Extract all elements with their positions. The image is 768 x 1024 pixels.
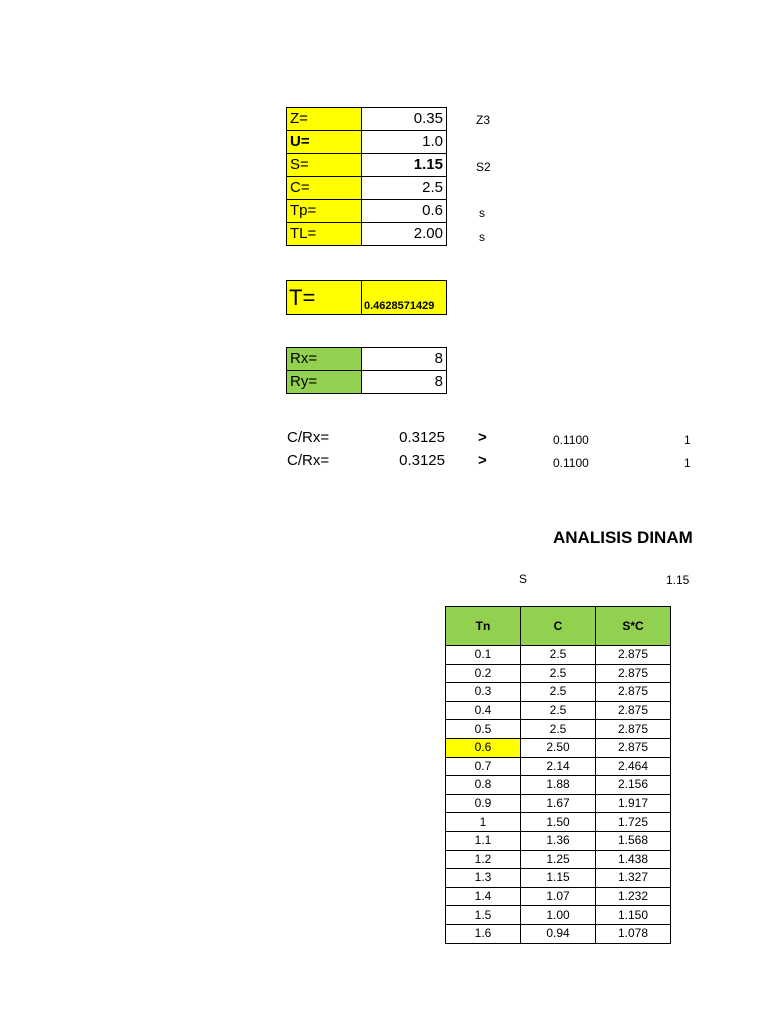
table-cell[interactable]: 2.464	[596, 757, 671, 776]
c-ratio-label: C/Rx=	[287, 452, 330, 469]
param-value[interactable]: 2.5	[362, 177, 447, 200]
table-cell[interactable]: 1.150	[596, 906, 671, 925]
table-cell[interactable]: 2.5	[521, 720, 596, 739]
table-row	[446, 776, 671, 795]
table-cell[interactable]: 1.67	[521, 794, 596, 813]
table-row	[446, 794, 671, 813]
period-result-box	[286, 280, 447, 315]
c-ratio-limit: 0.1100	[553, 433, 589, 447]
param-label[interactable]: TL=	[287, 223, 362, 246]
c-ratio-value: 0.3125	[399, 452, 445, 469]
param-value[interactable]: 0.6	[362, 200, 447, 223]
table-cell[interactable]: 1.917	[596, 794, 671, 813]
r-label[interactable]: Rx=	[287, 348, 362, 371]
table-cell[interactable]: 0.94	[521, 924, 596, 943]
param-value[interactable]: 1.15	[362, 154, 447, 177]
table-cell[interactable]: 1.36	[521, 831, 596, 850]
s-label: S	[519, 572, 528, 586]
param-note: S2	[476, 160, 491, 174]
table-row	[446, 813, 671, 832]
param-label[interactable]: C=	[287, 177, 362, 200]
table-header-row	[446, 607, 671, 646]
table-cell[interactable]: 2.875	[596, 683, 671, 702]
param-row-c	[287, 177, 447, 200]
param-label[interactable]: U=	[287, 131, 362, 154]
table-cell[interactable]: 2.5	[521, 646, 596, 665]
param-row-u	[287, 131, 447, 154]
table-cell[interactable]: 0.5	[446, 720, 521, 739]
table-cell[interactable]: 2.5	[521, 664, 596, 683]
c-ratio-flag: 1	[684, 456, 691, 470]
table-cell[interactable]: 1.3	[446, 869, 521, 888]
table-cell[interactable]: 1.4	[446, 887, 521, 906]
table-cell[interactable]: 1.1	[446, 831, 521, 850]
c-ratio-value: 0.3125	[399, 429, 445, 446]
r-value[interactable]: 8	[362, 371, 447, 394]
table-cell[interactable]: 2.5	[521, 683, 596, 702]
table-cell[interactable]: 1.25	[521, 850, 596, 869]
table-body	[446, 646, 671, 944]
table-cell[interactable]: 0.4	[446, 701, 521, 720]
r-row	[287, 348, 447, 371]
param-note: Z3	[476, 113, 491, 127]
param-row-z	[287, 108, 447, 131]
table-cell[interactable]: 2.50	[521, 738, 596, 757]
table-cell[interactable]: 1.5	[446, 906, 521, 925]
period-label[interactable]: T=	[287, 281, 362, 315]
column-header-c[interactable]: C	[521, 607, 596, 646]
param-note: s	[479, 206, 485, 220]
table-row	[446, 831, 671, 850]
period-value[interactable]: 0.4628571429	[362, 281, 447, 315]
table-cell[interactable]: 1.2	[446, 850, 521, 869]
table-cell[interactable]: 1.568	[596, 831, 671, 850]
param-label[interactable]: S=	[287, 154, 362, 177]
table-cell[interactable]: 1.078	[596, 924, 671, 943]
c-ratio-flag: 1	[684, 433, 691, 447]
s-value: 1.15	[666, 573, 690, 587]
table-cell[interactable]: 2.875	[596, 701, 671, 720]
param-value[interactable]: 1.0	[362, 131, 447, 154]
table-cell[interactable]: 2.875	[596, 720, 671, 739]
param-row-tp	[287, 200, 447, 223]
parameter-table	[286, 107, 447, 246]
table-row	[446, 683, 671, 702]
c-ratio-label: C/Rx=	[287, 429, 330, 446]
table-cell[interactable]: 1.07	[521, 887, 596, 906]
table-cell[interactable]: 1.232	[596, 887, 671, 906]
param-value[interactable]: 2.00	[362, 223, 447, 246]
table-cell[interactable]: 0.6	[446, 738, 521, 757]
dynamic-analysis-table	[445, 606, 671, 944]
param-note: s	[479, 230, 485, 244]
table-cell[interactable]: 1.725	[596, 813, 671, 832]
r-value[interactable]: 8	[362, 348, 447, 371]
section-title: ANALISIS DINAM	[553, 528, 693, 547]
table-cell[interactable]: 0.9	[446, 794, 521, 813]
table-cell[interactable]: 1.15	[521, 869, 596, 888]
table-cell[interactable]: 0.8	[446, 776, 521, 795]
table-cell[interactable]: 1.88	[521, 776, 596, 795]
table-cell[interactable]: 2.156	[596, 776, 671, 795]
param-row-tl	[287, 223, 447, 246]
comparison-operator: >	[478, 452, 487, 469]
comparison-operator: >	[478, 429, 487, 446]
table-cell[interactable]: 1.327	[596, 869, 671, 888]
table-cell[interactable]: 2.14	[521, 757, 596, 776]
table-cell[interactable]: 2.875	[596, 738, 671, 757]
table-cell[interactable]: 1.438	[596, 850, 671, 869]
r-row	[287, 371, 447, 394]
r-label[interactable]: Ry=	[287, 371, 362, 394]
table-row	[446, 887, 671, 906]
table-row	[446, 701, 671, 720]
table-row	[446, 869, 671, 888]
table-cell[interactable]: 0.7	[446, 757, 521, 776]
table-row	[446, 757, 671, 776]
table-row	[446, 850, 671, 869]
table-row	[446, 664, 671, 683]
column-header-tn[interactable]: Tn	[446, 607, 521, 646]
table-cell[interactable]: 0.2	[446, 664, 521, 683]
table-row	[446, 646, 671, 665]
table-cell[interactable]: 2.5	[521, 701, 596, 720]
table-cell[interactable]: 1	[446, 813, 521, 832]
table-row	[446, 924, 671, 943]
param-value[interactable]: 0.35	[362, 108, 447, 131]
table-cell[interactable]: 1.00	[521, 906, 596, 925]
param-label[interactable]: Z=	[287, 108, 362, 131]
table-cell[interactable]: 2.875	[596, 646, 671, 665]
table-row	[446, 738, 671, 757]
table-row	[446, 906, 671, 925]
table-cell[interactable]: 1.6	[446, 924, 521, 943]
param-row-s	[287, 154, 447, 177]
table-cell[interactable]: 2.875	[596, 664, 671, 683]
table-cell[interactable]: 0.3	[446, 683, 521, 702]
param-label[interactable]: Tp=	[287, 200, 362, 223]
table-cell[interactable]: 1.50	[521, 813, 596, 832]
table-row	[446, 720, 671, 739]
table-cell[interactable]: 0.1	[446, 646, 521, 665]
c-ratio-limit: 0.1100	[553, 456, 589, 470]
reduction-factor-table	[286, 347, 447, 394]
column-header-sc[interactable]: S*C	[596, 607, 671, 646]
